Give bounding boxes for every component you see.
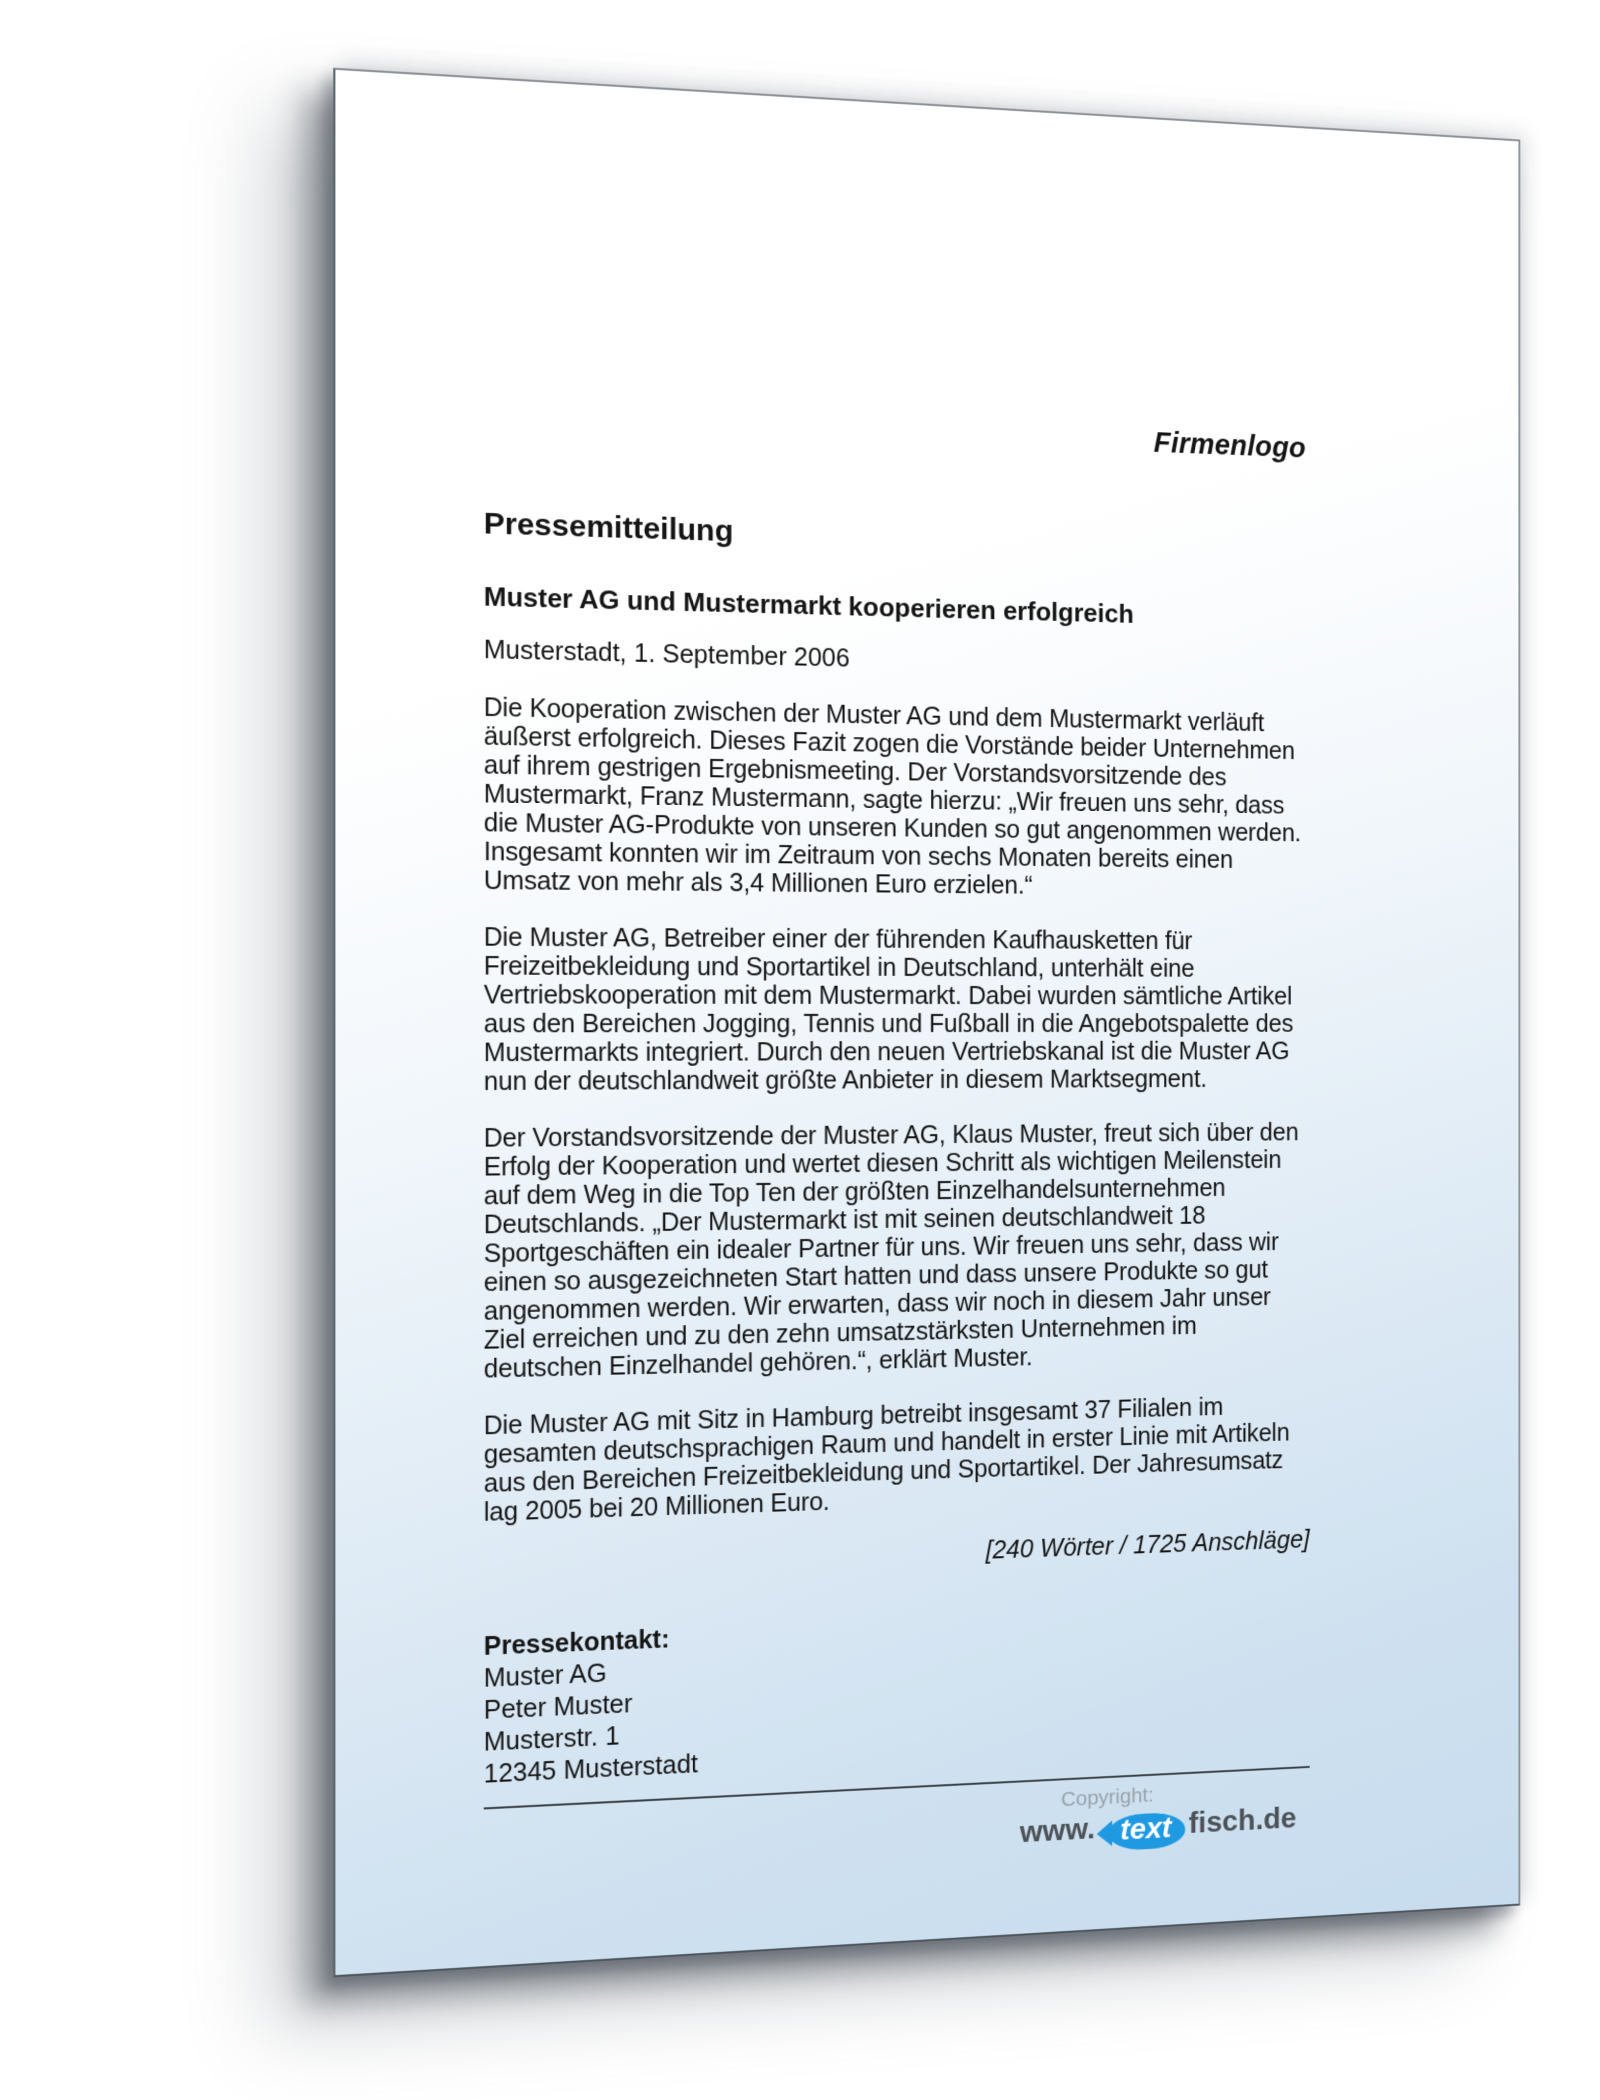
paragraph-3: Der Vorstandsvorsitzende der Muster AG, Klaus Muster, freut sich über den Erfolg der Kooperation und wertet diesen Schritt als wichtigen Meilenstein auf dem Weg in die Top Ten der größten Einzelhandelsunternehmen Deutschlands. „Der Mustermarkt ist mit seinen deutschlandweit 18 Sportgeschäften ein idealer Partner für uns. Wir freuen uns sehr, dass wir einen so ausgezeichneten Start hatten und dass unsere Produkte so gut angenommen werden. Wir erwarten, dass wir noch in diesem Jahr unser Ziel erreichen und zu den zehn umsatzstärksten Unternehmen im deutschen Einzelhandel gehören.“, erklärt Muster. bbox=[483, 1118, 1299, 1384]
paragraph-1: Die Kooperation zwischen der Muster AG und dem Mustermarkt verläuft äußerst erfolgreich. Dieses Fazit zogen die Vorstände beider Unternehmen auf ihrem gestrigen Ergebnismeeting. Der Vorstandsvorsitzende des Mustermarkt, Franz Mustermann, sagte hierzu: „Wir freuen uns sehr, dass die Muster AG-Produkte von unseren Kunden so gut angenommen werden. Insgesamt konnten wir im Zeitraum von sechs Monaten bereits einen Umsatz von mehr als 3,4 Millionen Euro erzielen.“ bbox=[483, 693, 1302, 900]
paragraph-4: Die Muster AG mit Sitz in Hamburg betreibt insgesamt 37 Filialen im gesamten deutschsprachigen Raum und handelt in erster Linie mit Artikeln aus den Bereichen Freizeitbekleidung und Sportartikel. Der Jahresumsatz lag 2005 bei 20 Millionen Euro. bbox=[483, 1393, 1290, 1528]
fish-label: text bbox=[1120, 1811, 1172, 1847]
dateline: Musterstadt, 1. September 2006 bbox=[483, 635, 850, 673]
press-contact-heading: Pressekontakt: bbox=[483, 1624, 670, 1662]
fish-icon bbox=[1109, 1812, 1185, 1852]
press-release-headline: Muster AG und Mustermarkt kooperieren erfolgreich bbox=[483, 580, 1134, 629]
logo-fisch-text: fisch bbox=[1188, 1803, 1256, 1840]
logo-tld: .de bbox=[1255, 1801, 1297, 1837]
logo-www-prefix: www. bbox=[1019, 1812, 1096, 1850]
press-contact-street: Musterstr. 1 bbox=[483, 1721, 620, 1757]
copyright-label: Copyright: bbox=[1061, 1783, 1154, 1812]
copyright-block bbox=[484, 1776, 1310, 1886]
paragraph-2: Die Muster AG, Betreiber einer der führenden Kaufhausketten für Freizeitbekleidung und Sportartikel in Deutschland, unterhält eine Vertriebskooperation mit dem Mustermarkt. Dabei wurden sämtliche Artikel aus den Bereichen Jogging, Tennis und Fußball in die Angebotspalette des Mustermarkts integriert. Durch den neuen Vertriebskanal ist die Muster AG nun der deutschlandweit größte Anbieter in diesem Marktsegment. bbox=[483, 923, 1294, 1097]
press-contact-company: Muster AG bbox=[483, 1659, 607, 1694]
page-content bbox=[335, 70, 1518, 1894]
document-type-heading: Pressemitteilung bbox=[483, 506, 734, 549]
word-count-note: [240 Wörter / 1725 Anschläge] bbox=[985, 1525, 1310, 1565]
press-contact-block bbox=[484, 1599, 1310, 1791]
press-contact-person: Peter Muster bbox=[483, 1689, 633, 1725]
company-logo-placeholder: Firmenlogo bbox=[1153, 427, 1306, 465]
document-page bbox=[333, 68, 1520, 1978]
press-contact-city: 12345 Musterstadt bbox=[483, 1749, 699, 1789]
